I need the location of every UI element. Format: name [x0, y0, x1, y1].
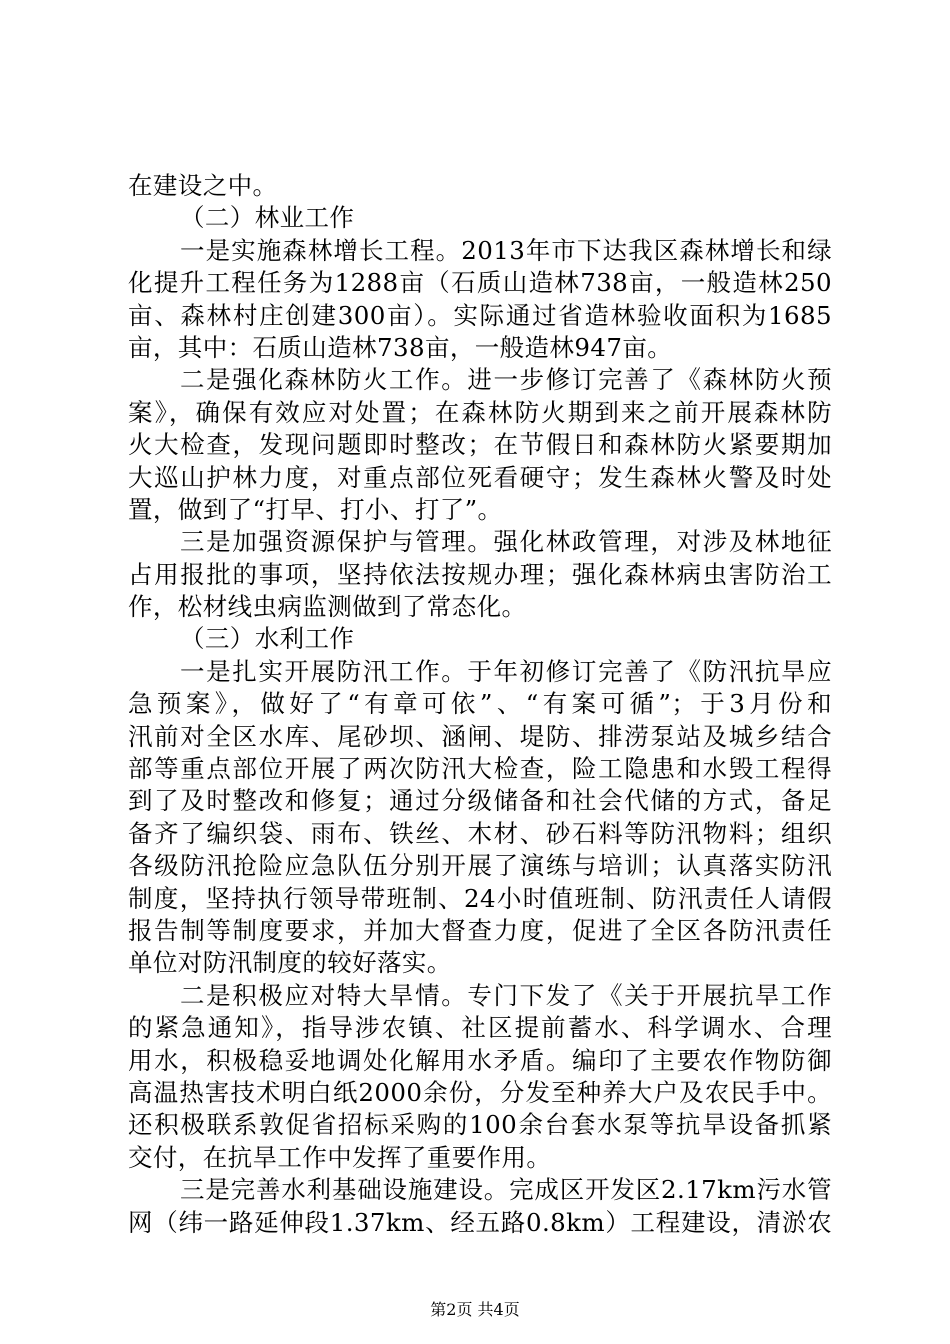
- text-line: 急预案》，做好了“有章可依”、“有案可循”；于3月份和: [128, 689, 832, 719]
- text-line: 占用报批的事项，坚持依法按规办理；强化森林病虫害防治工: [128, 559, 832, 589]
- text-line: 三是完善水利基础设施建设。完成区开发区2.17km污水管: [180, 1175, 832, 1205]
- text-line: 报告制等制度要求，并加大督查力度，促进了全区各防汛责任: [128, 915, 832, 945]
- text-line: 各级防汛抢险应急队伍分别开展了演练与培训；认真落实防汛: [128, 851, 832, 881]
- text-line: 一是扎实开展防汛工作。于年初修订完善了《防汛抗旱应: [180, 656, 832, 686]
- text-line: （二）林业工作: [180, 203, 355, 233]
- text-line: 汛前对全区水库、尾砂坝、涵闸、堤防、排涝泵站及城乡结合: [128, 721, 832, 751]
- text-line: 高温热害技术明白纸2000余份，分发至种养大户及农民手中。: [128, 1077, 832, 1107]
- text-line: 的紧急通知》，指导涉农镇、社区提前蓄水、科学调水、合理: [128, 1013, 832, 1043]
- text-line: 亩，其中：石质山造林738亩，一般造林947亩。: [128, 332, 673, 362]
- text-line: 备齐了编织袋、雨布、铁丝、木材、砂石料等防汛物料；组织: [128, 818, 832, 848]
- text-line: 在建设之中。: [128, 171, 278, 200]
- text-line: 部等重点部位开展了两次防汛大检查，险工隐患和水毁工程得: [128, 754, 832, 784]
- text-line: 单位对防汛制度的较好落实。: [128, 948, 452, 978]
- text-line: 作，松材线虫病监测做到了常态化。: [128, 592, 527, 622]
- text-line: 二是强化森林防火工作。进一步修订完善了《森林防火预: [180, 365, 832, 395]
- text-line: 一是实施森林增长工程。2013年市下达我区森林增长和绿: [180, 235, 832, 265]
- text-line: 用水，积极稳妥地调处化解用水矛盾。编印了主要农作物防御: [128, 1045, 832, 1075]
- text-line: 火大检查，发现问题即时整改；在节假日和森林防火紧要期加: [128, 430, 832, 460]
- text-line: 亩、森林村庄创建300亩）。实际通过省造林验收面积为1685: [128, 300, 832, 330]
- text-line: （三）水利工作: [180, 624, 355, 654]
- text-line: 案》，确保有效应对处置；在森林防火期到来之前开展森林防: [128, 397, 832, 427]
- text-line: 置，做到了“打早、打小、打了”。: [128, 494, 503, 524]
- text-line: 到了及时整改和修复；通过分级储备和社会代储的方式，备足: [128, 786, 832, 816]
- text-line: 二是积极应对特大旱情。专门下发了《关于开展抗旱工作: [180, 980, 832, 1010]
- text-line: 交付，在抗旱工作中发挥了重要作用。: [128, 1142, 552, 1172]
- document-body: [128, 170, 832, 1239]
- text-line: 大巡山护林力度，对重点部位死看硬守；发生森林火警及时处: [128, 462, 832, 492]
- text-line: 化提升工程任务为1288亩（石质山造林738亩，一般造林250: [128, 268, 832, 298]
- text-line: 制度，坚持执行领导带班制、24小时值班制、防汛责任人请假: [128, 883, 832, 913]
- text-line: 三是加强资源保护与管理。强化林政管理，对涉及林地征: [180, 527, 832, 557]
- text-line: 还积极联系敦促省招标采购的100余台套水泵等抗旱设备抓紧: [128, 1110, 832, 1140]
- page-footer: 第2页 共4页: [430, 1300, 520, 1319]
- text-line: 网（纬一路延伸段1.37km、经五路0.8km）工程建设，清淤农: [128, 1207, 832, 1237]
